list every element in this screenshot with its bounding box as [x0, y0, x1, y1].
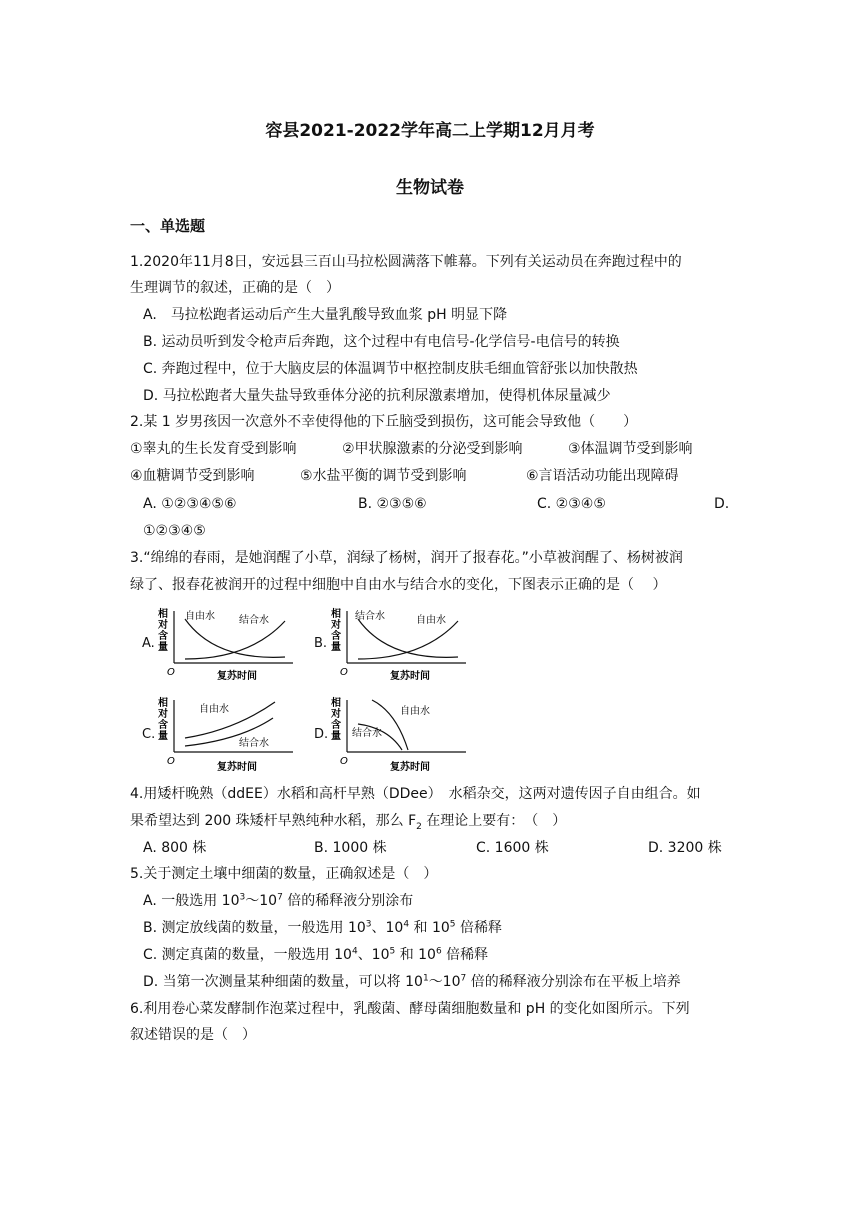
chart-b-xlabel: 复苏时间: [390, 671, 430, 682]
chart-c: [155, 694, 300, 774]
chart-a-option-label: A.: [142, 636, 155, 651]
q1-option-a: A. 马拉松跑者运动后产生大量乳酸导致血浆 pH 明显下降: [143, 307, 508, 323]
chart-d-free-water-label: 自由水: [400, 706, 430, 717]
q5-b-text-2: 、10: [371, 920, 404, 936]
chart-b: [328, 603, 473, 683]
exam-subtitle: 生物试卷: [396, 178, 464, 198]
q2-item-5: ⑤水盐平衡的调节受到影响: [300, 468, 467, 484]
q5-d-text-2: ～10: [428, 974, 461, 990]
q6-stem-line2: 叙述错误的是（ ）: [130, 1027, 256, 1043]
chart-b-ylabel-1: 相: [331, 609, 341, 620]
q4-option-a: A. 800 株: [143, 840, 207, 856]
exam-title: 容县2021-2022学年高二上学期12月月考: [265, 121, 595, 141]
chart-d-ylabel-1: 相: [331, 698, 341, 709]
q5-a-text-1: A. 一般选用 10: [143, 893, 240, 909]
q2-option-c: C. ②③④⑤: [537, 496, 606, 512]
chart-c-option-label: C.: [142, 727, 156, 742]
q4-f2-subscript: 2: [416, 821, 422, 832]
chart-a-ylabel-1: 相: [158, 609, 168, 620]
q1-option-d: D. 马拉松跑者大量失盐导致垂体分泌的抗利尿激素增加，使得机体尿量减少: [143, 388, 611, 404]
q5-b-exp-1: 3: [365, 919, 372, 930]
q2-option-d-content: ①②③④⑤: [143, 523, 206, 539]
chart-a-ylabel-4: 量: [158, 642, 168, 653]
chart-a-ylabel-3: 含: [158, 631, 168, 642]
chart-d-origin: O: [340, 756, 348, 767]
q5-b-text-4: 倍稀释: [455, 920, 502, 936]
q5-c-exp-1: 4: [351, 946, 358, 957]
q4-stem-line2: [130, 811, 566, 831]
q5-a-exp-1: 3: [239, 892, 246, 903]
chart-b-ylabel-2: 对: [331, 620, 341, 631]
q4-option-c: C. 1600 株: [476, 840, 549, 856]
chart-c-origin: O: [167, 756, 175, 767]
q5-option-a: [143, 891, 413, 911]
q4-option-d: D. 3200 株: [648, 840, 722, 856]
chart-d-ylabel-3: 含: [331, 720, 341, 731]
q2-option-d: D.: [714, 496, 730, 512]
q5-d-exp-1: 1: [422, 973, 429, 984]
q2-item-3: ③体温调节受到影响: [568, 441, 693, 457]
chart-c-ylabel-3: 含: [158, 720, 168, 731]
chart-c-ylabel-2: 对: [158, 709, 168, 720]
q1-stem-line2: 生理调节的叙述，正确的是（ ）: [130, 280, 340, 296]
chart-c-ylabel-4: 量: [158, 731, 168, 742]
chart-a-origin: O: [167, 667, 175, 678]
chart-d-option-label: D.: [314, 727, 329, 742]
q5-b-exp-2: 4: [403, 919, 410, 930]
chart-b-option-label: B.: [314, 636, 328, 651]
q5-b-exp-3: 5: [449, 919, 456, 930]
q5-a-exp-2: 7: [277, 892, 283, 903]
chart-d-xlabel: 复苏时间: [390, 762, 430, 773]
q5-b-text-1: B. 测定放线菌的数量，一般选用 10: [143, 920, 366, 936]
q5-stem: 5.关于测定土壤中细菌的数量，正确叙述是（ ）: [130, 866, 438, 882]
q5-d-exp-2: 7: [460, 973, 467, 984]
q4-option-b: B. 1000 株: [314, 840, 387, 856]
q3-stem-line2: 绿了、报春花被润开的过程中细胞中自由水与结合水的变化，下图表示正确的是（ ）: [130, 577, 667, 593]
chart-b-bound-water-label: 结合水: [355, 611, 385, 622]
q2-option-b: B. ②③⑤⑥: [358, 496, 427, 512]
chart-a-ylabel-2: 对: [158, 620, 168, 631]
chart-a-bound-water-label: 结合水: [239, 615, 269, 626]
q5-c-text-1: C. 测定真菌的数量，一般选用 10: [143, 947, 352, 963]
chart-d-ylabel-4: 量: [331, 731, 341, 742]
chart-a: [155, 603, 300, 683]
q4-stem-line2-part2: 在理论上要有： （ ）: [421, 813, 567, 829]
q5-option-c: [143, 945, 488, 965]
q2-stem: 2.某 1 岁男孩因一次意外不幸使得他的下丘脑受到损伤，这可能会导致他（ ）: [130, 414, 638, 430]
q2-item-1: ①睾丸的生长发育受到影响: [130, 441, 297, 457]
q5-a-text-3: 倍的稀释液分别涂布: [282, 893, 414, 909]
q6-stem-line1: 6.利用卷心菜发酵制作泡菜过程中，乳酸菌、酵母菌细胞数量和 pH 的变化如图所示。下列: [130, 1001, 690, 1017]
chart-a-xlabel: 复苏时间: [217, 671, 257, 682]
q4-stem-line2-part1: 果希望达到 200 珠矮杆早熟纯种水稻，那么 F: [130, 813, 417, 829]
q2-item-2: ②甲状腺激素的分泌受到影响: [342, 441, 523, 457]
chart-a-free-water-label: 自由水: [185, 611, 215, 622]
chart-b-origin: O: [340, 667, 348, 678]
q5-c-exp-3: 6: [435, 946, 442, 957]
q3-stem-line1: 3.“绵绵的春雨，是她润醒了小草，润绿了杨树，润开了报春花。”小草被润醒了、杨树被润: [130, 550, 683, 566]
chart-b-free-water-label: 自由水: [416, 615, 446, 626]
q4-stem-line1: 4.用矮杆晚熟（ddEE）水稻和高杆早熟（DDee） 水稻杂交，这两对遗传因子自由组合。如: [130, 786, 701, 802]
q5-c-text-3: 和 10: [395, 947, 436, 963]
q1-option-c: C. 奔跑过程中，位于大脑皮层的体温调节中枢控制皮肤毛细血管舒张以加快散热: [143, 361, 638, 377]
q5-c-text-4: 倍稀释: [441, 947, 489, 963]
chart-c-free-water-label: 自由水: [199, 704, 229, 715]
q5-b-text-3: 和 10: [409, 920, 450, 936]
q5-d-text-1: D. 当第一次测量某种细菌的数量，可以将 10: [143, 974, 423, 990]
chart-c-ylabel-1: 相: [158, 698, 168, 709]
q2-option-a: A. ①②③④⑤⑥: [143, 496, 237, 512]
chart-d-ylabel-2: 对: [331, 709, 341, 720]
q5-c-text-2: 、10: [357, 947, 390, 963]
q5-option-d: [143, 972, 681, 992]
q2-item-4: ④血糖调节受到影响: [130, 468, 255, 484]
q5-d-text-3: 倍的稀释液分别涂布在平板上培养: [466, 974, 681, 990]
q5-a-text-2: ～10: [245, 893, 278, 909]
chart-b-ylabel-3: 含: [331, 631, 341, 642]
q5-option-b: [143, 918, 502, 938]
q1-option-b: B. 运动员听到发令枪声后奔跑，这个过程中有电信号-化学信号-电信号的转换: [143, 334, 620, 350]
chart-b-ylabel-4: 量: [331, 642, 341, 653]
q5-c-exp-2: 5: [389, 946, 396, 957]
chart-d: [328, 694, 473, 774]
chart-d-bound-water-label: 结合水: [352, 728, 382, 739]
q2-item-6: ⑥言语活动功能出现障碍: [526, 468, 679, 484]
chart-c-xlabel: 复苏时间: [217, 762, 257, 773]
chart-c-bound-water-label: 结合水: [239, 738, 269, 749]
q1-stem-line1: 1.2020年11月8日，安远县三百山马拉松圆满落下帷幕。下列有关运动员在奔跑过程中的: [130, 254, 682, 270]
section-heading: 一、单选题: [130, 217, 206, 235]
